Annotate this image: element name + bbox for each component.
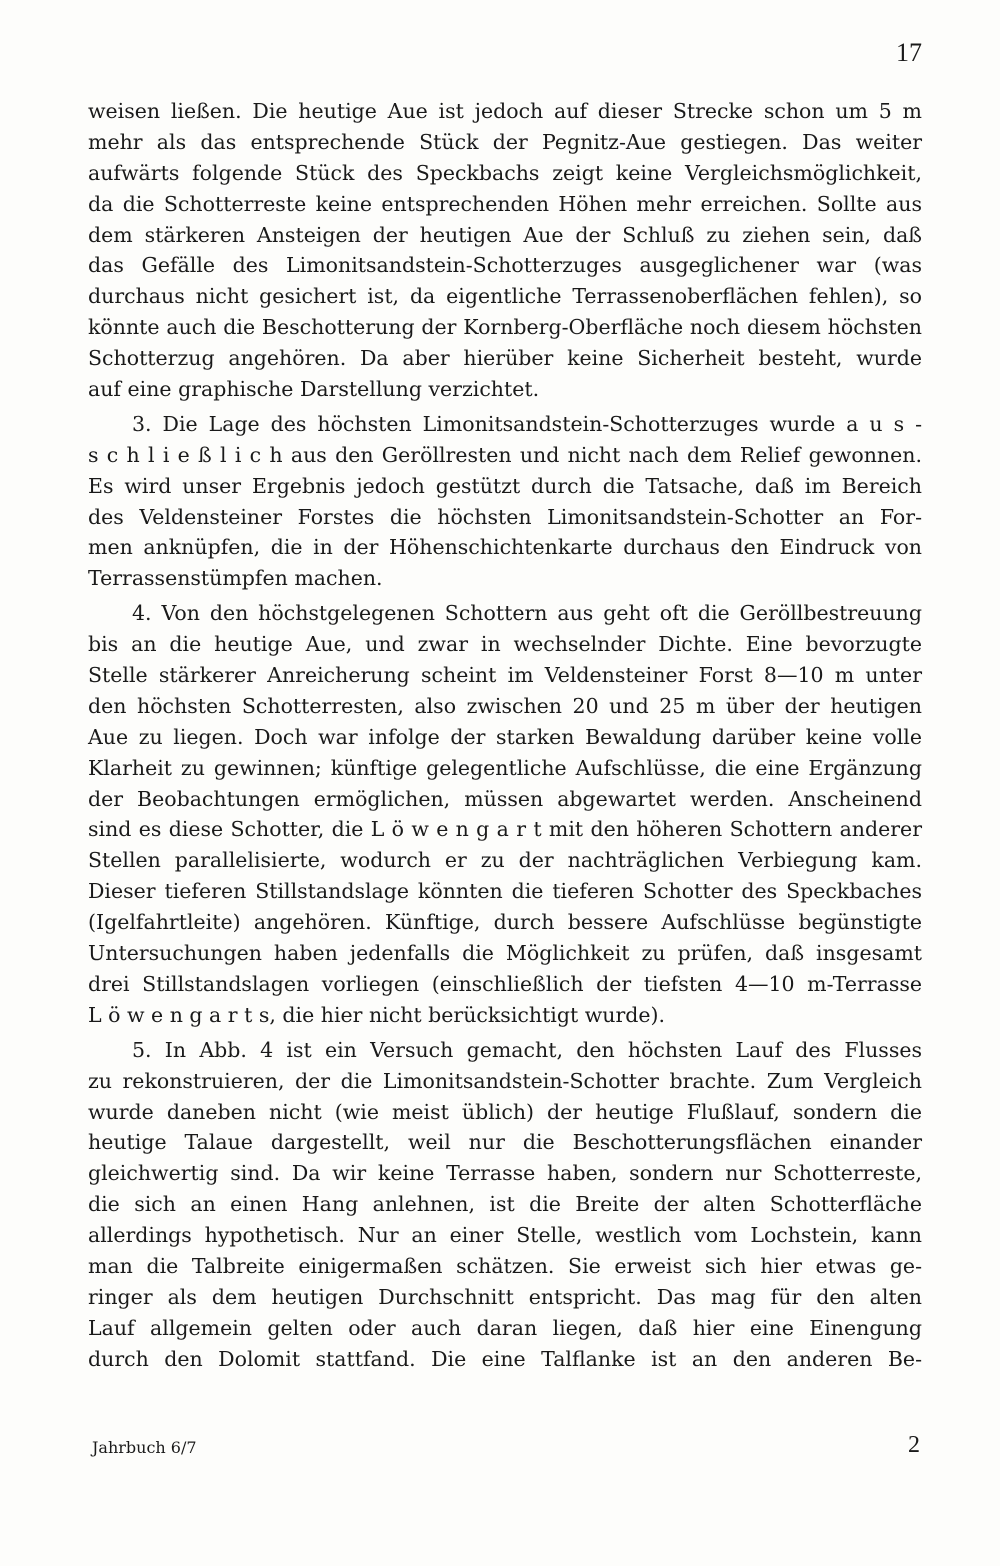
text-line: gleichwertig sind. Da wir keine Terrasse haben, sondern nur Schotterreste, (88, 1161, 922, 1186)
text-line: drei Stillstandslagen vorliegen (einschließlich der tiefsten 4—10 m-Terrasse (88, 971, 922, 996)
text-line: durchaus nicht gesichert ist, da eigentliche Terrassenoberflächen fehlen), so (88, 284, 922, 309)
text-line: s c h l i e ß l i c h aus den Geröllresten und nicht nach dem Relief gewonnen. (88, 442, 922, 467)
text-line: Stelle stärkerer Anreicherung scheint im Veldensteiner Forst 8—10 m unter (88, 663, 922, 688)
text-line: sind es diese Schotter, die L ö w e n g a r t mit den höheren Schottern anderer (88, 817, 922, 842)
text-line: das Gefälle des Limonitsandstein-Schotterzuges ausgeglichener war (was (88, 253, 922, 278)
footer-signature: Jahrbuch 6/7 (92, 1438, 197, 1457)
text-line: 4. Von den höchstgelegenen Schottern aus geht oft die Geröllbestreuung (132, 601, 922, 626)
text-line: Stellen parallelisierte, wodurch er zu der nachträglichen Verbiegung kam. (88, 848, 922, 873)
text-line: Lauf allgemein gelten oder auch daran liegen, daß hier eine Einengung (88, 1315, 922, 1340)
text-line: den höchsten Schotterresten, also zwischen 20 und 25 m über der heutigen (88, 693, 922, 718)
text-line: der Beobachtungen ermöglichen, müssen abgewartet werden. Anscheinend (88, 786, 922, 811)
text-line: auf eine graphische Darstellung verzichtet. (88, 377, 540, 402)
text-line: bis an die heutige Aue, und zwar in wechselnder Dichte. Eine bevorzugte (88, 632, 922, 657)
text-line: men anknüpfen, die in der Höhenschichtenkarte durchaus den Eindruck von (88, 535, 922, 560)
text-line: man die Talbreite einigermaßen schätzen. Sie erweist sich hier etwas ge- (88, 1253, 922, 1278)
text-line: aufwärts folgende Stück des Speckbachs zeigt keine Vergleichsmöglichkeit, (88, 160, 922, 185)
text-line: Es wird unser Ergebnis jedoch gestützt durch die Tatsache, daß im Bereich (88, 473, 922, 498)
text-line: heutige Talaue dargestellt, weil nur die Beschotterungsflächen einander (88, 1130, 922, 1155)
text-line: Dieser tieferen Stillstandslage könnten die tieferen Schotter des Speckbaches (88, 879, 922, 904)
text-line: Untersuchungen haben jedenfalls die Möglichkeit zu prüfen, daß insgesamt (88, 941, 922, 966)
text-line: wurde daneben nicht (wie meist üblich) der heutige Flußlauf, sondern die (88, 1099, 922, 1124)
text-line: L ö w e n g a r t s, die hier nicht berücksichtigt wurde). (88, 1002, 666, 1027)
text-line: die sich an einen Hang anlehnen, ist die Breite der alten Schotterfläche (88, 1192, 922, 1217)
text-line: des Veldensteiner Forstes die höchsten Limonitsandstein-Schotter an For- (88, 504, 922, 529)
text-line: zu rekonstruieren, der die Limonitsandstein-Schotter brachte. Zum Vergleich (88, 1068, 922, 1093)
text-line: mehr als das entsprechende Stück der Pegnitz-Aue gestiegen. Das weiter (88, 129, 922, 154)
text-line: Aue zu liegen. Doch war infolge der starken Bewaldung darüber keine volle (88, 724, 922, 749)
text-line: 3. Die Lage des höchsten Limonitsandstein-Schotterzuges wurde a u s - (132, 411, 922, 436)
text-line: Schotterzug angehören. Da aber hierüber keine Sicherheit besteht, wurde (88, 346, 922, 371)
text-line: 5. In Abb. 4 ist ein Versuch gemacht, den höchsten Lauf des Flusses (132, 1037, 922, 1062)
text-line: dem stärkeren Ansteigen der heutigen Aue der Schluß zu ziehen sein, daß (88, 222, 922, 247)
page-number: 17 (896, 38, 922, 67)
text-line: Klarheit zu gewinnen; künftige gelegentliche Aufschlüsse, die eine Ergänzung (88, 755, 922, 780)
text-line: allerdings hypothetisch. Nur an einer Stelle, westlich vom Lochstein, kann (88, 1223, 922, 1248)
text-line: (Igelfahrtleite) angehören. Künftige, durch bessere Aufschlüsse begünstigte (88, 910, 922, 935)
text-line: Terrassenstümpfen machen. (88, 566, 383, 591)
body-text (88, 96, 922, 1375)
text-line: könnte auch die Beschotterung der Kornberg-Oberfläche noch diesem höchsten (88, 315, 922, 340)
text-line: durch den Dolomit stattfand. Die eine Talflanke ist an den anderen Be- (88, 1346, 922, 1371)
text-line: da die Schotterreste keine entsprechenden Höhen mehr erreichen. Sollte aus (88, 191, 922, 216)
text-line: ringer als dem heutigen Durchschnitt entspricht. Das mag für den alten (88, 1284, 922, 1309)
footer-sheet-number: 2 (908, 1432, 920, 1458)
text-line: weisen ließen. Die heutige Aue ist jedoch auf dieser Strecke schon um 5 m (88, 99, 922, 123)
